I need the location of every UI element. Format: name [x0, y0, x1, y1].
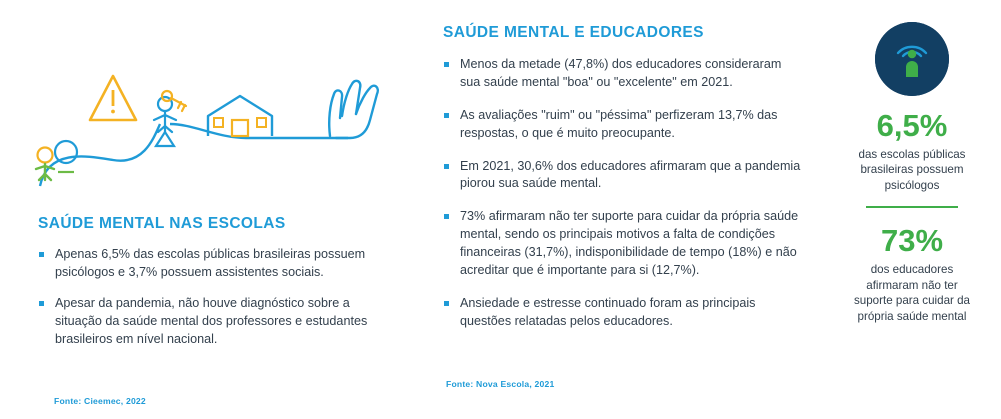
left-bullet-list	[38, 246, 383, 361]
person-signal-icon	[875, 22, 949, 96]
list-item-text: Em 2021, 30,6% dos educadores afirmaram que a pandemia piorou sua saúde mental.	[460, 158, 801, 191]
divider-rule	[866, 206, 958, 208]
middle-column	[425, 0, 815, 419]
stat-1-caption: das escolas públicas brasileiras possuem psicólogos	[858, 147, 966, 192]
bullet-square-icon	[444, 113, 449, 118]
left-source-label: Fonte: Cieemec, 2022	[54, 396, 146, 406]
bullet-square-icon	[444, 164, 449, 169]
stat-1-value: 6,5%	[876, 108, 948, 143]
schools-illustration	[18, 28, 398, 198]
list-item	[443, 158, 803, 194]
warning-triangle-icon	[90, 76, 136, 120]
list-item	[443, 208, 803, 280]
list-item	[38, 295, 383, 349]
school-house-icon	[208, 96, 272, 136]
stat-2-block	[832, 225, 992, 324]
list-item-text: Menos da metade (47,8%) dos educadores consideraram sua saúde mental "boa" ou "excelente" em 2021.	[460, 57, 782, 89]
list-item-text: Apenas 6,5% das escolas públicas brasileiras possuem psicólogos e 3,7% possuem assistentes sociais.	[55, 247, 366, 279]
list-item-text: As avaliações "ruim" ou "péssima" perfizeram 13,7% das respostas, o que é muito preocupante.	[460, 107, 778, 140]
bullet-square-icon	[39, 252, 44, 257]
list-item	[443, 56, 803, 92]
bullet-square-icon	[444, 62, 449, 67]
stat-2-value: 73%	[880, 223, 944, 259]
middle-bullet-list	[443, 56, 803, 346]
caring-hands-icon	[329, 81, 378, 138]
bullet-square-icon	[444, 214, 449, 219]
left-section-title: SAÚDE MENTAL NAS ESCOLAS	[38, 215, 286, 232]
stat-2-caption: dos educadores afirmaram não ter suporte para cuidar da própria saúde mental	[853, 263, 970, 323]
list-item-text: 73% afirmaram não ter suporte para cuidar da própria saúde mental, sendo os principais motivos a falta de condições financeiras (31,7%), indisponibilidade de tempo (18%) e não acreditar que é importante para si (12,7%).	[460, 209, 799, 277]
bullet-square-icon	[39, 301, 44, 306]
list-item	[38, 246, 383, 282]
bullet-square-icon	[444, 301, 449, 306]
middle-source-label: Fonte: Nova Escola, 2021	[446, 379, 555, 389]
list-item	[443, 107, 803, 143]
mental-health-badge	[875, 22, 949, 96]
path-curve-line	[40, 124, 160, 186]
middle-section-title: SAÚDE MENTAL E EDUCADORES	[443, 24, 704, 41]
illustration-svg	[18, 28, 398, 198]
right-column	[832, 22, 992, 402]
left-column	[18, 20, 408, 406]
list-item-text: Ansiedade e estresse continuado foram as principais questões relatadas pelos educadores.	[460, 295, 756, 328]
person-with-key-icon	[154, 91, 186, 146]
list-item	[443, 295, 803, 331]
list-item-text: Apesar da pandemia, não houve diagnóstico sobre a situação da saúde mental dos professores e estudantes brasileiros em nível nacional.	[55, 295, 368, 346]
